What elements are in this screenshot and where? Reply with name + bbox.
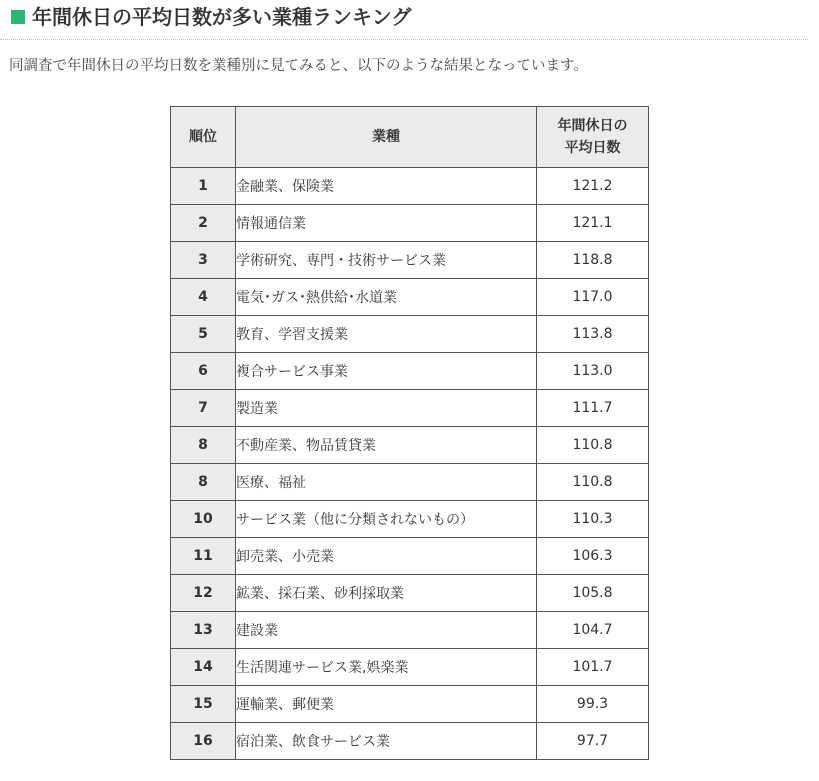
- header-days: [537, 107, 649, 168]
- table-row: [171, 242, 649, 279]
- table-row: [171, 723, 649, 760]
- table-header-row: [171, 107, 649, 168]
- rank-cell: 15: [171, 686, 236, 723]
- table-row: [171, 353, 649, 390]
- rank-cell: 6: [171, 353, 236, 390]
- rank-cell: 1: [171, 168, 236, 205]
- header-rank: 順位: [171, 107, 236, 168]
- table-row: [171, 686, 649, 723]
- table-row: [171, 501, 649, 538]
- rank-cell: 8: [171, 464, 236, 501]
- days-cell: 110.3: [537, 501, 649, 538]
- days-cell: 113.8: [537, 316, 649, 353]
- industry-cell: 複合サービス事業: [236, 353, 537, 390]
- table-row: [171, 168, 649, 205]
- industry-cell: 卸売業、小売業: [236, 538, 537, 575]
- days-cell: 106.3: [537, 538, 649, 575]
- industry-cell: サービス業（他に分類されないもの）: [236, 501, 537, 538]
- rank-cell: 12: [171, 575, 236, 612]
- rank-cell: 7: [171, 390, 236, 427]
- ranking-table: [170, 106, 649, 760]
- header-days-line1: 年間休日の: [557, 118, 628, 134]
- rank-cell: 14: [171, 649, 236, 686]
- header-industry: 業種: [236, 107, 537, 168]
- days-cell: 113.0: [537, 353, 649, 390]
- days-cell: 97.7: [537, 723, 649, 760]
- heading-square-icon: [11, 10, 25, 24]
- days-cell: 110.8: [537, 464, 649, 501]
- rank-cell: 11: [171, 538, 236, 575]
- page-title: 年間休日の平均日数が多い業種ランキング: [32, 5, 412, 29]
- rank-cell: 13: [171, 612, 236, 649]
- days-cell: 121.1: [537, 205, 649, 242]
- rank-cell: 4: [171, 279, 236, 316]
- table-row: [171, 538, 649, 575]
- industry-cell: 不動産業、物品賃貸業: [236, 427, 537, 464]
- table-row: [171, 464, 649, 501]
- industry-cell: 建設業: [236, 612, 537, 649]
- industry-cell: 金融業、保険業: [236, 168, 537, 205]
- days-cell: 105.8: [537, 575, 649, 612]
- days-cell: 121.2: [537, 168, 649, 205]
- days-cell: 110.8: [537, 427, 649, 464]
- industry-cell: 教育、学習支援業: [236, 316, 537, 353]
- days-cell: 118.8: [537, 242, 649, 279]
- section-heading: [0, 0, 808, 40]
- rank-cell: 8: [171, 427, 236, 464]
- table-row: [171, 316, 649, 353]
- industry-cell: 生活関連サービス業,娯楽業: [236, 649, 537, 686]
- industry-cell: 電気･ガス･熱供給･水道業: [236, 279, 537, 316]
- rank-cell: 5: [171, 316, 236, 353]
- industry-cell: 運輸業、郵便業: [236, 686, 537, 723]
- intro-text: 同調査で年間休日の平均日数を業種別に見てみると、以下のような結果となっています。: [9, 58, 588, 74]
- days-cell: 101.7: [537, 649, 649, 686]
- rank-cell: 10: [171, 501, 236, 538]
- industry-cell: 情報通信業: [236, 205, 537, 242]
- table-row: [171, 390, 649, 427]
- days-cell: 111.7: [537, 390, 649, 427]
- table-row: [171, 575, 649, 612]
- table-row: [171, 279, 649, 316]
- table-row: [171, 649, 649, 686]
- industry-cell: 鉱業、採石業、砂利採取業: [236, 575, 537, 612]
- industry-cell: 製造業: [236, 390, 537, 427]
- days-cell: 99.3: [537, 686, 649, 723]
- days-cell: 104.7: [537, 612, 649, 649]
- table-row: [171, 205, 649, 242]
- table-row: [171, 427, 649, 464]
- industry-cell: 医療、福祉: [236, 464, 537, 501]
- rank-cell: 16: [171, 723, 236, 760]
- days-cell: 117.0: [537, 279, 649, 316]
- rank-cell: 2: [171, 205, 236, 242]
- industry-cell: 宿泊業、飲食サービス業: [236, 723, 537, 760]
- table-row: [171, 612, 649, 649]
- rank-cell: 3: [171, 242, 236, 279]
- header-days-line2: 平均日数: [564, 140, 621, 156]
- industry-cell: 学術研究、専門・技術サービス業: [236, 242, 537, 279]
